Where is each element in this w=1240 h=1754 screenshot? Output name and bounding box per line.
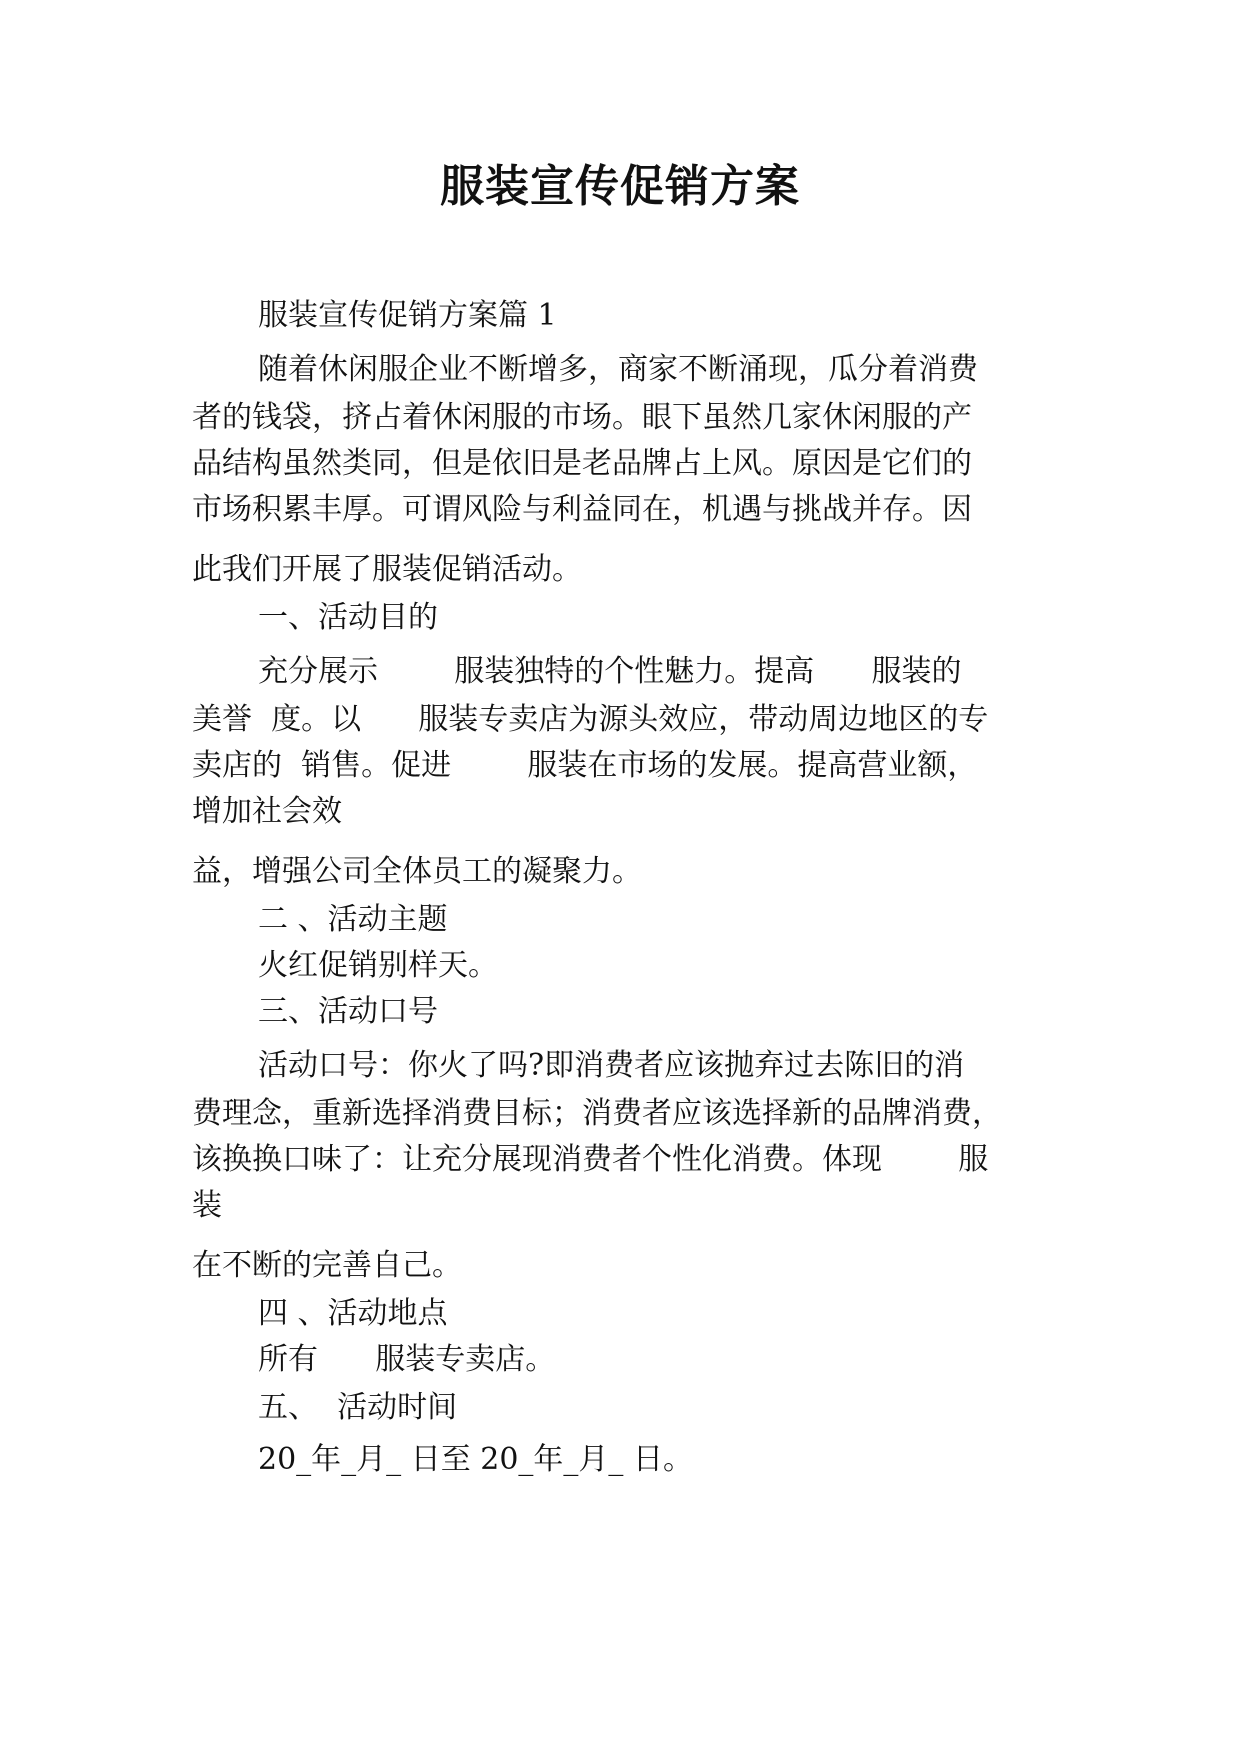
- section-heading: 二 、活动主题: [258, 902, 448, 937]
- paragraph-line: 充分展示 服装独特的个性魅力。提高 服装的: [258, 654, 962, 689]
- section-heading: 四 、活动地点: [258, 1296, 448, 1331]
- paragraph-line: 活动口号：你火了吗?即消费者应该抛弃过去陈旧的消: [258, 1048, 965, 1083]
- paragraph-line: 益，增强公司全体员工的凝聚力。: [192, 854, 642, 889]
- paragraph-line: 费理念，重新选择消费目标；消费者应该选择新的品牌消费，: [192, 1096, 1002, 1131]
- paragraph-line: 增加社会效: [192, 794, 342, 829]
- section-heading: 服装宣传促销方案篇 1: [258, 298, 557, 333]
- section-heading: 三、活动口号: [258, 994, 438, 1029]
- paragraph-line: 该换换口味了：让充分展现消费者个性化消费。体现 服: [192, 1142, 989, 1177]
- paragraph-line: 卖店的 销售。促进 服装在市场的发展。提高营业额，: [192, 748, 978, 783]
- paragraph-line: 在不断的完善自己。: [192, 1248, 462, 1283]
- section-heading: 一、活动目的: [258, 600, 438, 635]
- paragraph-line: 市场积累丰厚。可谓风险与利益同在，机遇与挑战并存。因: [192, 492, 972, 527]
- paragraph-line: 美誉 度。以 服装专卖店为源头效应，带动周边地区的专: [192, 702, 989, 737]
- paragraph-line: 此我们开展了服装促销活动。: [192, 552, 582, 587]
- document-title: 服装宣传促销方案: [440, 161, 800, 212]
- paragraph-line: 装: [192, 1188, 222, 1223]
- paragraph-line: 所有 服装专卖店。: [258, 1342, 556, 1377]
- paragraph-line: 随着休闲服企业不断增多，商家不断涌现，瓜分着消费: [258, 352, 978, 387]
- paragraph-line: 火红促销别样天。: [258, 948, 498, 983]
- paragraph-line: 品结构虽然类同，但是依旧是老品牌占上风。原因是它们的: [192, 446, 972, 481]
- paragraph-line: 20_年_月_ 日至 20_年_月_ 日。: [258, 1442, 693, 1477]
- section-heading: 五、 活动时间: [258, 1390, 458, 1425]
- paragraph-line: 者的钱袋，挤占着休闲服的市场。眼下虽然几家休闲服的产: [192, 400, 972, 435]
